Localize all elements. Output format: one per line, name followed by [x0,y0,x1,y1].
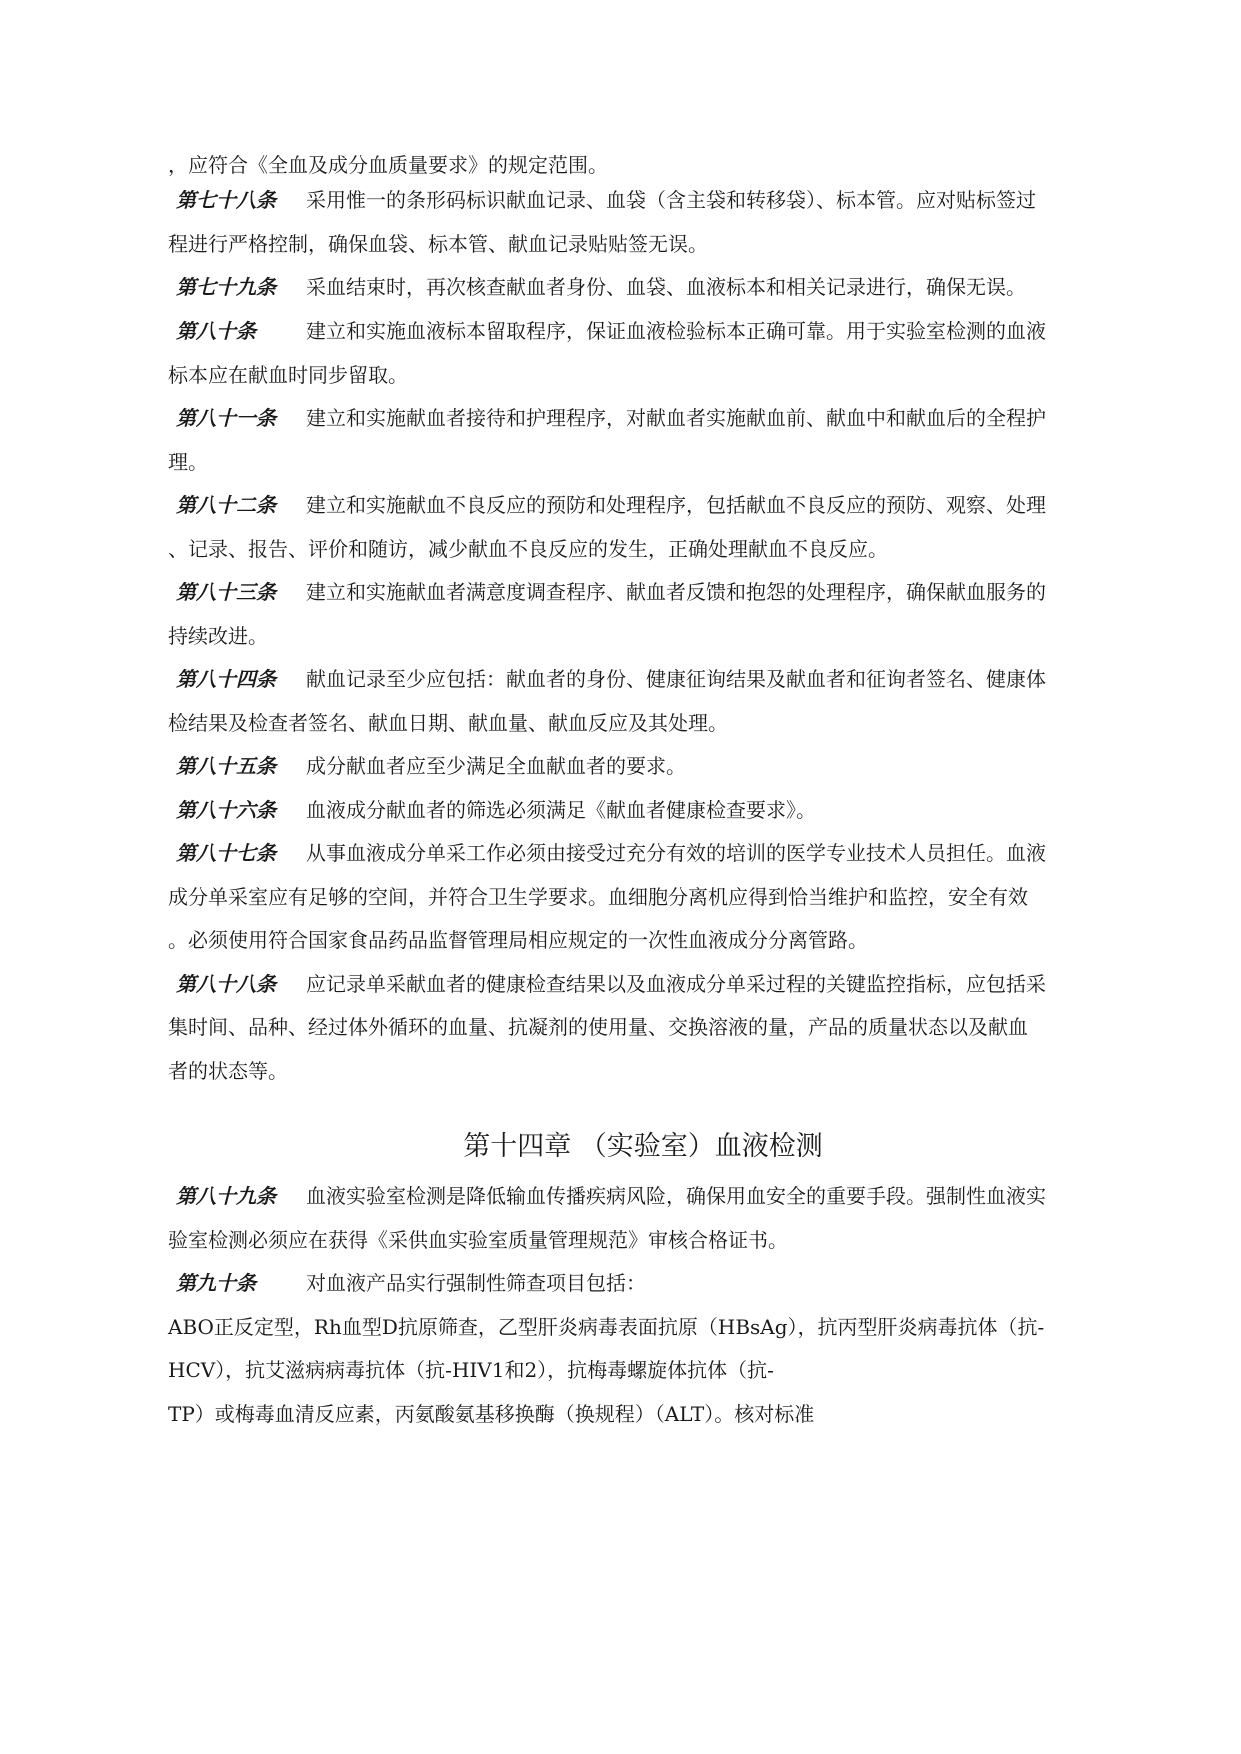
article-79-line-1 [168,275,1026,299]
article-82-text-1: 建立和实施献血不良反应的预防和处理程序，包括献血不良反应的预防、观察、处理 [306,493,1046,517]
article-78-line-1 [168,188,1036,212]
article-87-label: 第八十七条 [176,841,276,865]
article-88-text-3: 者的状态等。 [168,1059,288,1083]
article-85-label: 第八十五条 [176,754,276,778]
article-87-text-3: 。必须使用符合国家食品药品监督管理局相应规定的一次性血液成分分离管路。 [168,928,868,952]
article-85-line-1 [168,754,686,778]
article-81-text-1: 建立和实施献血者接待和护理程序，对献血者实施献血前、献血中和献血后的全程护 [306,406,1046,430]
chapter-heading: 第十四章 （实验室）血液检测 [463,1131,823,1162]
article-86-line-1 [168,798,816,822]
article-81-text-2: 理。 [168,450,208,474]
article-81-label: 第八十一条 [176,406,276,430]
article-90-text-2: ABO正反定型，Rh血型D抗原筛查，乙型肝炎病毒表面抗原（HBsAg），抗丙型肝炎病毒抗体（抗- [168,1315,1045,1339]
article-89-text-2: 验室检测必须应在获得《采供血实验室质量管理规范》审核合格证书。 [168,1228,788,1252]
article-90-label: 第九十条 [176,1271,256,1295]
article-90-text-3: HCV），抗艾滋病病毒抗体（抗-HIV1和2），抗梅毒螺旋体抗体（抗- [168,1358,774,1382]
continuation-line: ，应符合《全血及成分血质量要求》的规定范围。 [168,153,608,177]
article-84-line-1 [168,667,1046,691]
article-84-label: 第八十四条 [176,667,276,691]
article-79-text-1: 采血结束时，再次核查献血者身份、血袋、血液标本和相关记录进行，确保无误。 [306,275,1026,299]
article-84-text-2: 检结果及检查者签名、献血日期、献血量、献血反应及其处理。 [168,711,728,735]
article-82-label: 第八十二条 [176,493,276,517]
article-88-label: 第八十八条 [176,972,276,996]
article-81-line-1 [168,406,1046,430]
article-87-text-2: 成分单采室应有足够的空间，并符合卫生学要求。血细胞分离机应得到恰当维护和监控，安全有效 [168,885,1028,909]
article-90-text-4: TP）或梅毒血清反应素，丙氨酸氨基移换酶（换规程）（ALT）。核对标准 [168,1402,815,1426]
article-87-line-1 [168,841,1046,865]
article-83-line-1 [168,580,1046,604]
article-80-label: 第八十条 [176,319,256,343]
article-90-text-1: 对血液产品实行强制性筛查项目包括： [306,1271,646,1295]
article-86-text-1: 血液成分献血者的筛选必须满足《献血者健康检查要求》。 [306,798,816,822]
article-90-line-1 [168,1271,646,1295]
article-80-text-2: 标本应在献血时同步留取。 [168,363,408,387]
article-89-line-1 [168,1184,1046,1208]
article-89-label: 第八十九条 [176,1184,276,1208]
article-83-text-1: 建立和实施献血者满意度调查程序、献血者反馈和抱怨的处理程序，确保献血服务的 [306,580,1046,604]
article-79-label: 第七十九条 [176,275,276,299]
article-82-text-2: 、记录、报告、评价和随访，减少献血不良反应的发生，正确处理献血不良反应。 [168,537,888,561]
article-80-line-1 [168,319,1046,343]
article-87-text-1: 从事血液成分单采工作必须由接受过充分有效的培训的医学专业技术人员担任。血液 [306,841,1046,865]
article-82-line-1 [168,493,1046,517]
article-78-text-1: 采用惟一的条形码标识献血记录、血袋（含主袋和转移袋）、标本管。应对贴标签过 [306,188,1036,212]
article-85-text-1: 成分献血者应至少满足全血献血者的要求。 [306,754,686,778]
article-84-text-1: 献血记录至少应包括：献血者的身份、健康征询结果及献血者和征询者签名、健康体 [306,667,1046,691]
article-88-text-1: 应记录单采献血者的健康检查结果以及血液成分单采过程的关键监控指标，应包括采 [306,972,1046,996]
article-86-label: 第八十六条 [176,798,276,822]
article-83-text-2: 持续改进。 [168,624,268,648]
article-78-text-2: 程进行严格控制，确保血袋、标本管、献血记录贴贴签无误。 [168,232,708,256]
article-88-text-2: 集时间、品种、经过体外循环的血量、抗凝剂的使用量、交换溶液的量，产品的质量状态以及献血 [168,1015,1028,1039]
article-78-label: 第七十八条 [176,188,276,212]
article-83-label: 第八十三条 [176,580,276,604]
article-89-text-1: 血液实验室检测是降低输血传播疾病风险，确保用血安全的重要手段。强制性血液实 [306,1184,1046,1208]
article-80-text-1: 建立和实施血液标本留取程序，保证血液检验标本正确可靠。用于实验室检测的血液 [306,319,1046,343]
article-88-line-1 [168,972,1046,996]
